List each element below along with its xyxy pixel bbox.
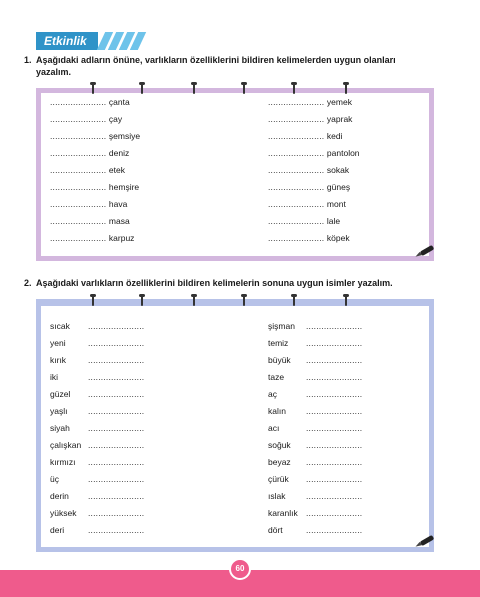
- blank-line[interactable]: ......................: [50, 216, 109, 226]
- word-row: [50, 505, 144, 522]
- blank-line[interactable]: ......................: [50, 131, 109, 141]
- word: kırık: [50, 355, 67, 365]
- word: güzel: [50, 389, 71, 399]
- question-text: yazalım.: [36, 67, 72, 77]
- word: ıslak: [268, 491, 286, 501]
- spiral-ring: [141, 295, 143, 306]
- word-row: [268, 162, 360, 179]
- word: temiz: [268, 338, 289, 348]
- word-list-2-right: [268, 318, 362, 539]
- word: hemşire: [108, 182, 140, 192]
- word: karpuz: [108, 233, 135, 243]
- blank-line[interactable]: ......................: [306, 372, 363, 382]
- word-row: [268, 196, 360, 213]
- word: etek: [108, 165, 125, 175]
- blank-line[interactable]: ......................: [50, 97, 109, 107]
- spiral-ring: [345, 295, 347, 306]
- blank-line[interactable]: ......................: [306, 338, 363, 348]
- word-row: [268, 505, 362, 522]
- spiral-ring: [293, 295, 295, 306]
- question-text: Aşağıdaki adların önüne, varlıkların özelliklerini bildiren kelimelerden uygun olanları: [36, 55, 396, 65]
- word-row: [268, 522, 362, 539]
- word-row: [268, 386, 362, 403]
- word: dört: [268, 525, 283, 535]
- word-row: [268, 94, 360, 111]
- word: siyah: [50, 423, 70, 433]
- word: yüksek: [50, 508, 77, 518]
- word-row: [268, 403, 362, 420]
- word-row: [50, 230, 140, 247]
- spiral-ring: [141, 83, 143, 94]
- blank-line[interactable]: ......................: [88, 355, 145, 365]
- spiral-ring: [92, 295, 94, 306]
- word-row: [268, 488, 362, 505]
- spiral-ring: [193, 295, 195, 306]
- word: deniz: [108, 148, 130, 158]
- word: taze: [268, 372, 285, 382]
- word-row: [50, 94, 140, 111]
- word: kırmızı: [50, 457, 76, 467]
- blank-line[interactable]: ......................: [306, 355, 363, 365]
- blank-line[interactable]: ......................: [88, 321, 145, 331]
- word-row: [50, 145, 140, 162]
- word: beyaz: [268, 457, 291, 467]
- page-number: 60: [229, 558, 251, 580]
- blank-line[interactable]: ......................: [50, 114, 109, 124]
- word: yaprak: [326, 114, 353, 124]
- word: şişman: [268, 321, 295, 331]
- word-row: [50, 196, 140, 213]
- etkinlik-label: Etkinlik: [36, 32, 98, 50]
- blank-line[interactable]: ......................: [306, 474, 363, 484]
- word-row: [50, 420, 144, 437]
- word: köpek: [326, 233, 350, 243]
- word-row: [268, 318, 362, 335]
- word: aç: [268, 389, 277, 399]
- word-row: [50, 111, 140, 128]
- word: çanta: [108, 97, 130, 107]
- blank-line[interactable]: ......................: [88, 372, 145, 382]
- word: sıcak: [50, 321, 70, 331]
- word-row: [50, 454, 144, 471]
- word: pantolon: [326, 148, 360, 158]
- blank-line[interactable]: ......................: [306, 491, 363, 501]
- blank-line[interactable]: ......................: [306, 457, 363, 467]
- word: büyük: [268, 355, 291, 365]
- blank-line[interactable]: ......................: [50, 233, 109, 243]
- word-row: [268, 420, 362, 437]
- word-row: [268, 179, 360, 196]
- word-row: [268, 145, 360, 162]
- word-row: [268, 335, 362, 352]
- blank-line[interactable]: ......................: [268, 182, 327, 192]
- word-row: [268, 230, 360, 247]
- spiral-ring: [92, 83, 94, 94]
- word-row: [50, 128, 140, 145]
- word-row: [268, 437, 362, 454]
- blank-line[interactable]: ......................: [268, 131, 327, 141]
- spiral-ring: [193, 83, 195, 94]
- word: kedi: [326, 131, 343, 141]
- word-row: [50, 403, 144, 420]
- word: yemek: [326, 97, 352, 107]
- blank-line[interactable]: ......................: [88, 338, 145, 348]
- blank-line[interactable]: ......................: [268, 165, 327, 175]
- blank-line[interactable]: ......................: [88, 389, 145, 399]
- blank-line[interactable]: ......................: [268, 216, 327, 226]
- question-2: [24, 277, 464, 289]
- question-1: [24, 54, 454, 78]
- word: iki: [50, 372, 59, 382]
- word-row: [268, 471, 362, 488]
- blank-line[interactable]: ......................: [50, 182, 109, 192]
- blank-line[interactable]: ......................: [306, 321, 363, 331]
- blank-line[interactable]: ......................: [88, 406, 145, 416]
- word: derin: [50, 491, 69, 501]
- blank-line[interactable]: ......................: [268, 148, 327, 158]
- word: yeni: [50, 338, 66, 348]
- word: yaşlı: [50, 406, 68, 416]
- blank-line[interactable]: ......................: [268, 233, 327, 243]
- word: deri: [50, 525, 65, 535]
- spiral-ring: [243, 83, 245, 94]
- word: soğuk: [268, 440, 291, 450]
- word-row: [268, 213, 360, 230]
- blank-line[interactable]: ......................: [306, 406, 363, 416]
- word: hava: [108, 199, 128, 209]
- word-list-1-left: [50, 94, 140, 247]
- word: üç: [50, 474, 59, 484]
- blank-line[interactable]: ......................: [306, 525, 363, 535]
- blank-line[interactable]: ......................: [306, 508, 363, 518]
- word: çürük: [268, 474, 289, 484]
- word-row: [50, 318, 144, 335]
- word: acı: [268, 423, 280, 433]
- blank-line[interactable]: ......................: [268, 97, 327, 107]
- blank-line[interactable]: ......................: [88, 474, 145, 484]
- spiral-ring: [293, 83, 295, 94]
- word-row: [268, 128, 360, 145]
- spiral-ring: [243, 295, 245, 306]
- word-row: [50, 522, 144, 539]
- word-row: [50, 471, 144, 488]
- word-row: [50, 352, 144, 369]
- word: şemsiye: [108, 131, 141, 141]
- word-row: [50, 386, 144, 403]
- blank-line[interactable]: ......................: [268, 114, 327, 124]
- blank-line[interactable]: ......................: [88, 440, 145, 450]
- blank-line[interactable]: ......................: [88, 525, 145, 535]
- word-row: [50, 369, 144, 386]
- blank-line[interactable]: ......................: [88, 508, 145, 518]
- blank-line[interactable]: ......................: [306, 423, 363, 433]
- question-number: 1.: [24, 55, 32, 65]
- question-number: 2.: [24, 278, 32, 288]
- word-row: [50, 162, 140, 179]
- word: çalışkan: [50, 440, 82, 450]
- blank-line[interactable]: ......................: [50, 148, 109, 158]
- word: kalın: [268, 406, 286, 416]
- word: lale: [326, 216, 341, 226]
- word-row: [268, 111, 360, 128]
- word-row: [268, 369, 362, 386]
- blank-line[interactable]: ......................: [88, 457, 145, 467]
- word-list-1-right: [268, 94, 360, 247]
- word: masa: [108, 216, 130, 226]
- word: çay: [108, 114, 123, 124]
- word-row: [50, 488, 144, 505]
- question-text: Aşağıdaki varlıkların özelliklerini bildiren kelimelerin sonuna uygun isimler yazalım.: [36, 278, 393, 288]
- blank-line[interactable]: ......................: [306, 389, 363, 399]
- blank-line[interactable]: ......................: [88, 423, 145, 433]
- word-row: [268, 352, 362, 369]
- word: güneş: [326, 182, 351, 192]
- word-row: [50, 437, 144, 454]
- spiral-ring: [345, 83, 347, 94]
- blank-line[interactable]: ......................: [88, 491, 145, 501]
- blank-line[interactable]: ......................: [306, 440, 363, 450]
- word-list-2-left: [50, 318, 144, 539]
- word: mont: [326, 199, 346, 209]
- word-row: [50, 213, 140, 230]
- word: karanlık: [268, 508, 298, 518]
- blank-line[interactable]: ......................: [50, 165, 109, 175]
- word-row: [50, 179, 140, 196]
- blank-line[interactable]: ......................: [268, 199, 327, 209]
- word-row: [268, 454, 362, 471]
- word: sokak: [326, 165, 350, 175]
- word-row: [50, 335, 144, 352]
- blank-line[interactable]: ......................: [50, 199, 109, 209]
